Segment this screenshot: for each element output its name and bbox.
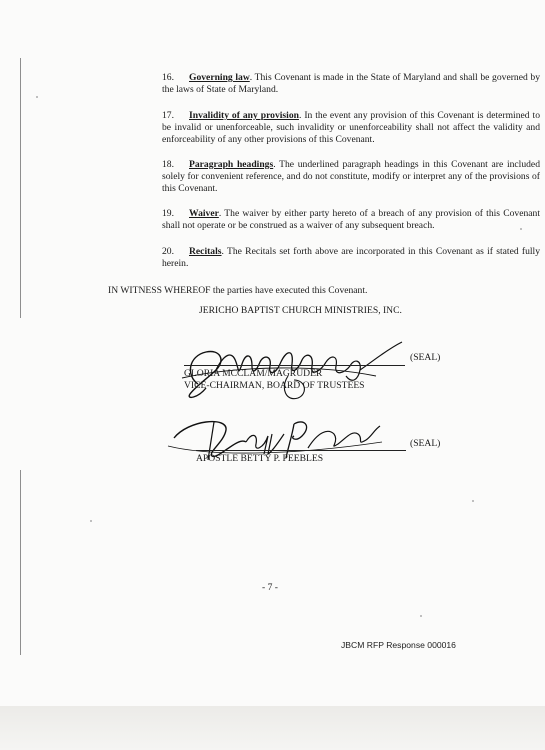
clause-heading: Waiver [189, 208, 219, 219]
scan-speck [36, 96, 38, 98]
clause-number: 17. [162, 110, 174, 121]
organization-name: JERICHO BAPTIST CHURCH MINISTRIES, INC. [199, 305, 402, 316]
scan-speck [420, 615, 422, 617]
clause-heading: Governing law [189, 72, 250, 83]
signatory-name: GLORIA MCCLAM/MAGRUDER [184, 368, 323, 379]
clause-number: 19. [162, 208, 174, 219]
document-reference: JBCM RFP Response 000016 [341, 640, 456, 650]
clause-heading: Paragraph headings [189, 159, 274, 170]
clause-text: . The underlined paragraph headings in this Covenant are included solely for convenient reference, and do not constitute, modify or interpret any of the provisions of this Covenant. [162, 159, 540, 195]
seal-label: (SEAL) [410, 352, 441, 363]
clause-recitals [162, 246, 540, 270]
signatory-block [184, 368, 365, 392]
signatory-name: APOSTLE BETTY P. PEEBLES [196, 453, 324, 464]
clause-waiver [162, 208, 540, 232]
signatory-title: VICE-CHAIRMAN, BOARD OF TRUSTEES [184, 380, 365, 391]
witness-statement: IN WITNESS WHEREOF the parties have executed this Covenant. [108, 285, 368, 296]
clause-invalidity [162, 110, 540, 147]
clause-paragraph-headings [162, 159, 540, 196]
clause-governing-law [162, 72, 540, 96]
clause-number: 18. [162, 159, 174, 170]
seal-label: (SEAL) [410, 438, 441, 449]
clause-heading: Invalidity of any provision [189, 110, 299, 121]
page-edge [0, 706, 545, 750]
clause-text: . In the event any provision of this Covenant is determined to be invalid or unenforceable, such invalidity or unenforceability shall not affect the validity and enforceability of any other provisions of this Covenant. [162, 110, 540, 146]
scan-speck [90, 520, 92, 522]
scan-margin-line [20, 470, 21, 655]
clause-text: . The waiver by either party hereto of a breach of any provision of this Covenant shall not operate or be construed as a waiver of any subsequent breach. [162, 208, 540, 232]
clause-number: 16. [162, 72, 174, 83]
signature-line [184, 365, 405, 366]
page-number: - 7 - [262, 582, 278, 593]
scan-margin-line [20, 58, 21, 318]
signature-line [196, 450, 406, 451]
clause-number: 20. [162, 246, 174, 257]
signatory-block [196, 453, 323, 465]
scan-speck [472, 500, 474, 502]
clause-text: . This Covenant is made in the State of Maryland and shall be governed by the laws of State of Maryland. [162, 72, 540, 96]
clause-text: . The Recitals set forth above are incorporated in this Covenant as if stated fully herein. [162, 246, 540, 270]
clause-heading: Recitals [189, 246, 222, 257]
